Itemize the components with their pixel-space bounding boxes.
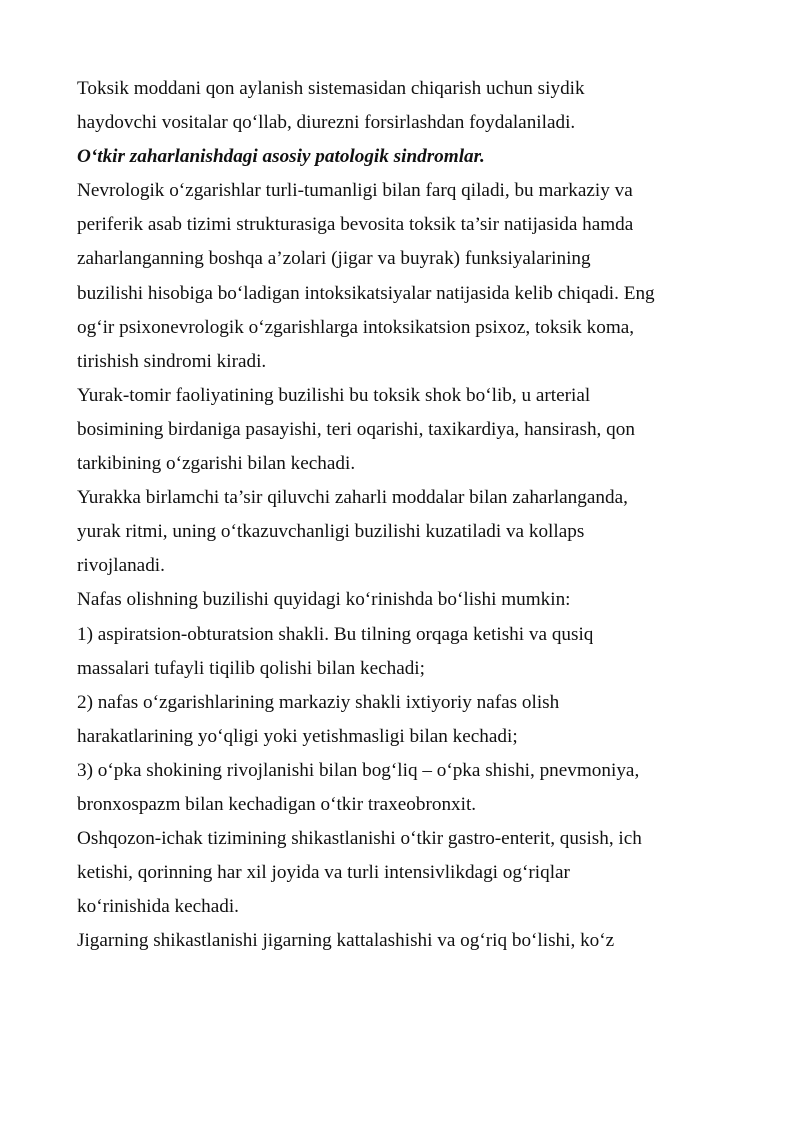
text-line: ketishi, qorinning har xil joyida va turli intensivlikdagi og‘riqlar <box>77 862 570 884</box>
text-line: buzilishi hisobiga bo‘ladigan intoksikatsiyalar natijasida kelib chiqadi. Eng <box>77 282 655 304</box>
list-item: 2) nafas o‘zgarishlarining markaziy shakli ixtiyoriy nafas olish <box>77 691 560 713</box>
text-line: bronxospazm bilan kechadigan o‘tkir traxeobronxit. <box>77 793 477 815</box>
text-line: tirishish sindromi kiradi. <box>77 350 267 372</box>
text-line: Nevrologik o‘zgarishlar turli-tumanligi bilan farq qiladi, bu markaziy va <box>77 180 633 202</box>
text-line: haydovchi vositalar qo‘llab, diurezni forsirlashdan foydalaniladi. <box>77 112 576 134</box>
text-line: harakatlarining yo‘qligi yoki yetishmasligi bilan kechadi; <box>77 725 518 747</box>
text-line: bosimining birdaniga pasayishi, teri oqarishi, taxikardiya, hansirash, qon <box>77 418 635 440</box>
text-line: yurak ritmi, uning o‘tkazuvchanligi buzilishi kuzatiladi va kollaps <box>77 521 585 543</box>
section-heading: O‘tkir zaharlanishdagi asosiy patologik sindromlar. <box>77 146 485 168</box>
list-item: 3) o‘pka shokining rivojlanishi bilan bog‘liq – o‘pka shishi, pnevmoniya, <box>77 759 640 781</box>
text-line: Nafas olishning buzilishi quyidagi ko‘rinishda bo‘lishi mumkin: <box>77 589 571 611</box>
text-line: Toksik moddani qon aylanish sistemasidan chiqarish uchun siydik <box>77 78 585 99</box>
text-line: Yurakka birlamchi ta’sir qiluvchi zaharli moddalar bilan zaharlanganda, <box>77 487 628 509</box>
text-line: periferik asab tizimi strukturasiga bevosita toksik ta’sir natijasida hamda <box>77 214 634 236</box>
document-body <box>77 72 737 958</box>
text-line: tarkibining o‘zgarishi bilan kechadi. <box>77 453 356 475</box>
text-line: Jigarning shikastlanishi jigarning kattalashishi va og‘riq bo‘lishi, ko‘z <box>77 930 615 952</box>
text-line: Oshqozon-ichak tizimining shikastlanishi o‘tkir gastro-enterit, qusish, ich <box>77 828 642 850</box>
text-line: rivojlanadi. <box>77 555 165 577</box>
text-line: massalari tufayli tiqilib qolishi bilan kechadi; <box>77 657 425 679</box>
text-line: ko‘rinishida kechadi. <box>77 896 239 918</box>
list-item: 1) aspiratsion-obturatsion shakli. Bu tilning orqaga ketishi va qusiq <box>77 623 594 645</box>
text-line: zaharlanganning boshqa a’zolari (jigar va buyrak) funksiyalarining <box>77 248 591 270</box>
text-line: og‘ir psixonevrologik o‘zgarishlarga intoksikatsion psixoz, toksik koma, <box>77 316 635 338</box>
text-line: Yurak-tomir faoliyatining buzilishi bu toksik shok bo‘lib, u arterial <box>77 384 591 406</box>
